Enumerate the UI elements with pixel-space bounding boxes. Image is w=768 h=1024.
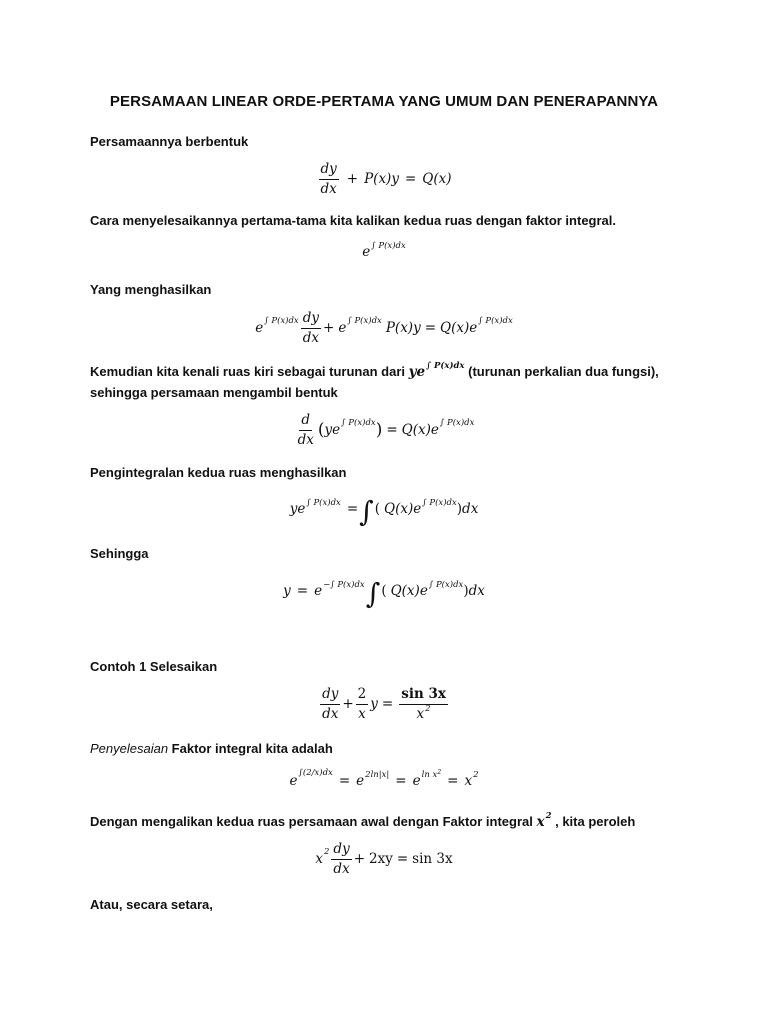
equation-example-1: $\frac{dy}{dx}$ + $\frac{2}{x}$ y = $\frac{\sin 3x}{x^2}$ — [322, 686, 446, 722]
paragraph-therefore: Sehingga — [90, 546, 149, 561]
equation-example-factor: e $^{\int(2/x)dx}$ = e $^{2ln|x|}$ = e $^{ln x^2}$ = x $^2$ — [289, 767, 479, 789]
equation-derivative-form: $\frac{d}{dx}$ ( y e $^{\int P(x)dx}$ ) = Q(x) e $^{\int P(x)dx}$ — [297, 412, 475, 448]
equation-multiplied: e $^{\int P(x)dx}$ $\frac{dy}{dx}$ + e $^{\int P(x)dx}$ P(x) y = Q(x) e $^{\int P(x)dx}$ — [255, 310, 513, 346]
paragraph-result: Yang menghasilkan — [90, 282, 212, 297]
equation-general-form: $\frac{dy}{dx}$ + P(x) y = Q(x) — [320, 161, 452, 197]
equation-solution: y = e $^{-\int P(x)dx}$ ∫ ( Q(x) e $^{\int P(x)dx}$ ) dx — [283, 577, 485, 610]
paragraph-multiply: Dengan mengalikan kedua ruas persamaan awal dengan Faktor integral x $^2$ , kita peroleh — [90, 810, 636, 830]
equation-integrated: y e $^{\int P(x)dx}$ = ∫ ( Q(x) e $^{\int P(x)dx}$ ) dx — [289, 495, 479, 528]
paragraph-example-1: Contoh 1 Selesaikan — [90, 659, 218, 674]
paragraph-equivalent: Atau, secara setara, — [90, 897, 213, 912]
paragraph-integration: Pengintegralan kedua ruas menghasilkan — [90, 465, 347, 480]
document-title: PERSAMAAN LINEAR ORDE-PERTAMA YANG UMUM DAN PENERAPANNYA — [109, 93, 659, 110]
paragraph-method: Cara menyelesaikannya pertama-tama kita kalikan kedua ruas dengan faktor integral. — [90, 213, 616, 228]
paragraph-intro: Persamaannya berbentuk — [90, 134, 249, 149]
paragraph-derivative: Kemudian kita kenali ruas kiri sebagai turunan dari y e $^{\int P(x)dx}$ (turunan perkalian dua fungsi), sehingga persamaan mengambil bentuk — [90, 360, 659, 400]
equation-example-multiplied: x $^2$ $\frac{dy}{dx}$ + 2xy = sin 3x — [315, 841, 453, 877]
paragraph-solution: Penyelesaian Faktor integral kita adalah — [90, 741, 333, 756]
equation-integrating-factor: e $^{\int P(x)dx}$ — [362, 240, 406, 260]
